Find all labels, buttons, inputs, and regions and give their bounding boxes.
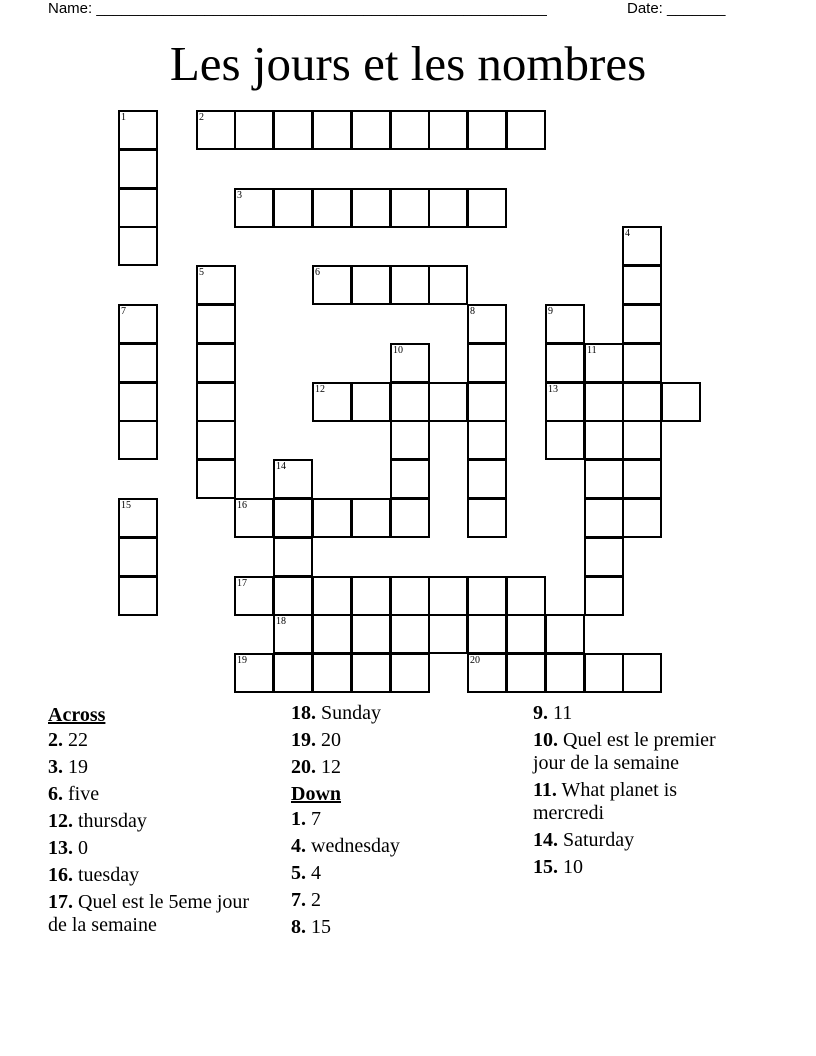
crossword-cell[interactable] xyxy=(118,149,158,189)
cell-number: 17 xyxy=(237,578,247,589)
crossword-cell[interactable] xyxy=(467,343,507,383)
clue-text: 10 xyxy=(563,856,583,878)
crossword-cell[interactable] xyxy=(390,459,430,499)
clue-across-20 xyxy=(291,756,511,779)
crossword-cell[interactable] xyxy=(622,343,662,383)
clue-number: 5. xyxy=(291,862,306,884)
crossword-cell[interactable] xyxy=(390,614,430,654)
date-field-label[interactable]: Date: _______ xyxy=(627,0,726,17)
crossword-cell[interactable] xyxy=(584,498,624,538)
cell-number: 4 xyxy=(625,228,630,239)
cell-number: 10 xyxy=(393,345,403,356)
crossword-cell[interactable] xyxy=(351,653,391,693)
cell-number: 20 xyxy=(470,655,480,666)
crossword-cell[interactable] xyxy=(390,265,430,305)
crossword-cell[interactable] xyxy=(390,653,430,693)
clue-across-6 xyxy=(48,783,268,806)
cell-number: 18 xyxy=(276,616,286,627)
cell-number: 16 xyxy=(237,500,247,511)
crossword-cell[interactable] xyxy=(545,304,585,344)
crossword-cell[interactable] xyxy=(351,576,391,616)
clue-text: Saturday xyxy=(563,829,635,851)
crossword-cell[interactable] xyxy=(196,343,236,383)
crossword-cell[interactable] xyxy=(118,188,158,228)
clue-text: Quel est le premier jour de la semaine xyxy=(533,729,716,774)
cell-number: 7 xyxy=(121,306,126,317)
clue-number: 9. xyxy=(533,702,548,724)
cell-number: 11 xyxy=(587,345,597,356)
crossword-cell[interactable] xyxy=(390,576,430,616)
cell-number: 15 xyxy=(121,500,131,511)
crossword-cell[interactable] xyxy=(351,110,391,150)
clue-across-13 xyxy=(48,837,268,860)
crossword-cell[interactable] xyxy=(428,110,468,150)
crossword-cell[interactable] xyxy=(273,537,313,577)
crossword-cell[interactable] xyxy=(118,576,158,616)
clue-number: 3. xyxy=(48,756,63,778)
crossword-cell[interactable] xyxy=(118,110,158,150)
crossword-cell[interactable] xyxy=(467,420,507,460)
crossword-cell[interactable] xyxy=(545,343,585,383)
clue-text: 20 xyxy=(321,729,341,751)
crossword-cell[interactable] xyxy=(312,576,352,616)
crossword-cell[interactable] xyxy=(312,614,352,654)
crossword-cell[interactable] xyxy=(196,382,236,422)
clue-down-8 xyxy=(291,916,511,939)
cell-number: 9 xyxy=(548,306,553,317)
cell-number: 6 xyxy=(315,267,320,278)
crossword-cell[interactable] xyxy=(312,265,352,305)
crossword-cell[interactable] xyxy=(312,498,352,538)
clue-across-3 xyxy=(48,756,268,779)
clue-number: 2. xyxy=(48,729,63,751)
clue-down-15 xyxy=(533,856,743,879)
clue-number: 4. xyxy=(291,835,306,857)
crossword-cell[interactable] xyxy=(273,188,313,228)
crossword-cell[interactable] xyxy=(506,614,546,654)
crossword-cell[interactable] xyxy=(506,576,546,616)
clue-number: 10. xyxy=(533,729,558,751)
crossword-cell[interactable] xyxy=(467,110,507,150)
crossword-cell[interactable] xyxy=(467,459,507,499)
crossword-cell[interactable] xyxy=(351,265,391,305)
clue-down-10 xyxy=(533,729,743,775)
crossword-cell[interactable] xyxy=(622,265,662,305)
clue-down-4 xyxy=(291,835,511,858)
crossword-cell[interactable] xyxy=(273,576,313,616)
crossword-cell[interactable] xyxy=(545,653,585,693)
crossword-cell[interactable] xyxy=(506,653,546,693)
clue-number: 11. xyxy=(533,779,557,801)
cell-number: 19 xyxy=(237,655,247,666)
crossword-cell[interactable] xyxy=(584,459,624,499)
clue-down-11 xyxy=(533,779,743,825)
crossword-cell[interactable] xyxy=(118,420,158,460)
name-field-label[interactable]: Name: ______________________________________________________ xyxy=(48,0,547,17)
clue-across-18 xyxy=(291,702,511,725)
crossword-cell[interactable] xyxy=(273,653,313,693)
crossword-cell[interactable] xyxy=(118,226,158,266)
clue-down-14 xyxy=(533,829,743,852)
crossword-cell[interactable] xyxy=(390,110,430,150)
crossword-cell[interactable] xyxy=(196,304,236,344)
crossword-cell[interactable] xyxy=(545,614,585,654)
clues-column-1 xyxy=(48,702,268,941)
clue-across-2 xyxy=(48,729,268,752)
clue-number: 19. xyxy=(291,729,316,751)
cell-number: 2 xyxy=(199,112,204,123)
clue-text: 11 xyxy=(553,702,573,724)
crossword-cell[interactable] xyxy=(428,614,468,654)
crossword-cell[interactable] xyxy=(584,653,624,693)
clue-down-7 xyxy=(291,889,511,912)
across-heading: Across xyxy=(48,704,106,726)
crossword-cell[interactable] xyxy=(584,537,624,577)
crossword-cell[interactable] xyxy=(196,265,236,305)
crossword-cell[interactable] xyxy=(622,498,662,538)
crossword-cell[interactable] xyxy=(351,498,391,538)
clue-number: 12. xyxy=(48,810,73,832)
clues-column-3 xyxy=(533,702,743,883)
clue-text: 22 xyxy=(68,729,88,751)
clue-number: 18. xyxy=(291,702,316,724)
crossword-cell[interactable] xyxy=(584,420,624,460)
crossword-cell[interactable] xyxy=(428,265,468,305)
clue-text: 19 xyxy=(68,756,88,778)
crossword-cell[interactable] xyxy=(506,110,546,150)
clue-number: 16. xyxy=(48,864,73,886)
clue-text: thursday xyxy=(78,810,147,832)
clue-number: 8. xyxy=(291,916,306,938)
crossword-cell[interactable] xyxy=(312,188,352,228)
clue-text: Sunday xyxy=(321,702,381,724)
crossword-cell[interactable] xyxy=(351,188,391,228)
crossword-cell[interactable] xyxy=(545,420,585,460)
crossword-cell[interactable] xyxy=(312,653,352,693)
clue-across-16 xyxy=(48,864,268,887)
clue-across-17 xyxy=(48,891,268,937)
clue-down-1 xyxy=(291,808,511,831)
cell-number: 8 xyxy=(470,306,475,317)
clue-number: 15. xyxy=(533,856,558,878)
crossword-cell[interactable] xyxy=(622,304,662,344)
clue-number: 14. xyxy=(533,829,558,851)
crossword-cell[interactable] xyxy=(234,188,274,228)
clue-down-9 xyxy=(533,702,743,725)
crossword-cell[interactable] xyxy=(584,343,624,383)
crossword-cell[interactable] xyxy=(196,459,236,499)
clue-number: 1. xyxy=(291,808,306,830)
clue-text: five xyxy=(68,783,100,805)
clue-number: 6. xyxy=(48,783,63,805)
clue-across-19 xyxy=(291,729,511,752)
cell-number: 3 xyxy=(237,190,242,201)
crossword-cell[interactable] xyxy=(118,343,158,383)
clue-number: 13. xyxy=(48,837,73,859)
crossword-cell[interactable] xyxy=(273,614,313,654)
page-title: Les jours et les nombres xyxy=(169,36,647,91)
clues-column-2 xyxy=(291,702,511,943)
crossword-cell[interactable] xyxy=(428,188,468,228)
crossword-cell[interactable] xyxy=(390,188,430,228)
crossword-cell[interactable] xyxy=(390,420,430,460)
cell-number: 13 xyxy=(548,384,558,395)
crossword-cell[interactable] xyxy=(467,614,507,654)
cell-number: 12 xyxy=(315,384,325,395)
crossword-cell[interactable] xyxy=(467,188,507,228)
crossword-cell[interactable] xyxy=(118,304,158,344)
crossword-cell[interactable] xyxy=(622,459,662,499)
crossword-cell[interactable] xyxy=(273,498,313,538)
crossword-cell[interactable] xyxy=(118,498,158,538)
crossword-cell[interactable] xyxy=(196,420,236,460)
crossword-cell[interactable] xyxy=(351,382,391,422)
crossword-cell[interactable] xyxy=(390,498,430,538)
clue-text: 0 xyxy=(78,837,88,859)
clue-text: 4 xyxy=(311,862,321,884)
clue-number: 20. xyxy=(291,756,316,778)
crossword-cell[interactable] xyxy=(622,420,662,460)
crossword-cell[interactable] xyxy=(118,382,158,422)
crossword-cell[interactable] xyxy=(390,382,430,422)
crossword-cell[interactable] xyxy=(622,382,662,422)
crossword-cell[interactable] xyxy=(273,110,313,150)
clue-text: 2 xyxy=(311,889,321,911)
crossword-cell[interactable] xyxy=(428,576,468,616)
crossword-cell[interactable] xyxy=(545,382,585,422)
crossword-cell[interactable] xyxy=(196,110,236,150)
crossword-cell[interactable] xyxy=(467,382,507,422)
clue-down-5 xyxy=(291,862,511,885)
crossword-cell[interactable] xyxy=(234,498,274,538)
clue-text: What planet is mercredi xyxy=(533,779,678,824)
cell-number: 14 xyxy=(276,461,286,472)
crossword-cell[interactable] xyxy=(118,537,158,577)
cell-number: 5 xyxy=(199,267,204,278)
crossword-cell[interactable] xyxy=(234,576,274,616)
crossword-cell[interactable] xyxy=(584,576,624,616)
down-heading: Down xyxy=(291,783,342,805)
crossword-cell[interactable] xyxy=(467,498,507,538)
crossword-cell[interactable] xyxy=(467,576,507,616)
crossword-cell[interactable] xyxy=(622,226,662,266)
crossword-cell[interactable] xyxy=(234,110,274,150)
crossword-cell[interactable] xyxy=(661,382,701,422)
crossword-cell[interactable] xyxy=(312,110,352,150)
clue-text: wednesday xyxy=(311,835,400,857)
clue-text: 12 xyxy=(321,756,341,778)
clue-text: Quel est le 5eme jour de la semaine xyxy=(48,891,250,936)
crossword-cell[interactable] xyxy=(467,653,507,693)
clue-number: 17. xyxy=(48,891,73,913)
crossword-cell[interactable] xyxy=(351,614,391,654)
clue-text: 7 xyxy=(311,808,321,830)
crossword-cell[interactable] xyxy=(467,304,507,344)
crossword-cell[interactable] xyxy=(312,382,352,422)
clue-number: 7. xyxy=(291,889,306,911)
clue-across-12 xyxy=(48,810,268,833)
clue-text: 15 xyxy=(311,916,331,938)
clue-text: tuesday xyxy=(78,864,140,886)
crossword-cell[interactable] xyxy=(622,653,662,693)
crossword-cell[interactable] xyxy=(234,653,274,693)
crossword-cell[interactable] xyxy=(273,459,313,499)
crossword-cell[interactable] xyxy=(390,343,430,383)
crossword-cell[interactable] xyxy=(584,382,624,422)
cell-number: 1 xyxy=(121,112,126,123)
crossword-cell[interactable] xyxy=(428,382,468,422)
